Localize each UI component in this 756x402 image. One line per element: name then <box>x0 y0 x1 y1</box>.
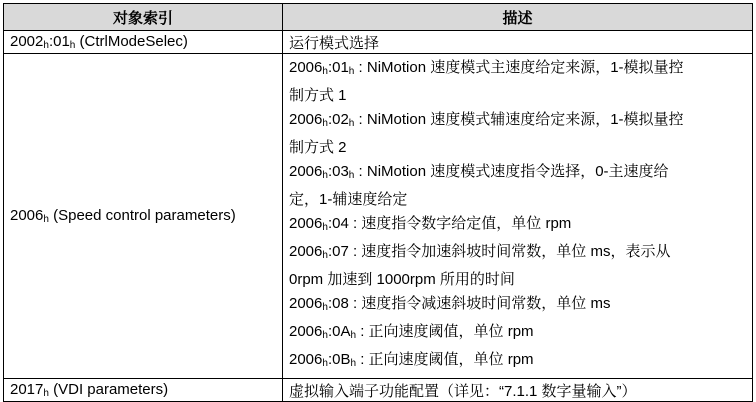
description-line: $2006_h:01_h$ : NiMotion 速度模式主速度给定来源，1-模拟量控 <box>289 59 684 77</box>
object-index-cell: $2017_h$ (VDI parameters) <box>4 379 283 402</box>
header-description: 描述 <box>283 4 753 31</box>
header-object-index: 对象索引 <box>4 4 283 31</box>
description-cell <box>283 54 753 379</box>
description-line: $2006_h:0A_h$ : 正向速度阈值，单位 rpm <box>289 323 534 341</box>
object-dictionary-table <box>3 3 753 402</box>
header-row <box>4 4 753 31</box>
object-index-cell: $2002_h:01_h$ (CtrlModeSelec) <box>4 31 283 54</box>
description-line: 制方式 1 <box>289 87 347 104</box>
object-index-cell: $2006_h$ (Speed control parameters) <box>4 54 283 379</box>
description-line: $2006_h:08$ : 速度指令减速斜坡时间常数，单位 ms <box>289 295 611 313</box>
description-cell: 虚拟输入端子功能配置（详见：“7.1.1 数字量输入”） <box>283 379 753 402</box>
description-cell: 运行模式选择 <box>283 31 753 54</box>
description-line: $2006_h:0B_h$ : 正向速度阈值，单位 rpm <box>289 351 534 369</box>
table-row <box>4 54 753 379</box>
description-line: $2006_h:02_h$ : NiMotion 速度模式辅速度给定来源，1-模拟量控 <box>289 111 684 129</box>
description-line: $2006_h:03_h$ : NiMotion 速度模式速度指令选择，0-主速度给 <box>289 163 669 181</box>
description-line: 制方式 2 <box>289 139 347 156</box>
table-row <box>4 31 753 54</box>
description-line: $2006_h:07$ : 速度指令加速斜坡时间常数，单位 ms，表示从 <box>289 243 671 261</box>
description-line: 0rpm 加速到 1000rpm 所用的时间 <box>289 271 515 288</box>
table-row <box>4 379 753 402</box>
description-line: 定，1-辅速度给定 <box>289 191 408 208</box>
description-line: $2006_h:04$ : 速度指令数字给定值，单位 rpm <box>289 215 572 233</box>
